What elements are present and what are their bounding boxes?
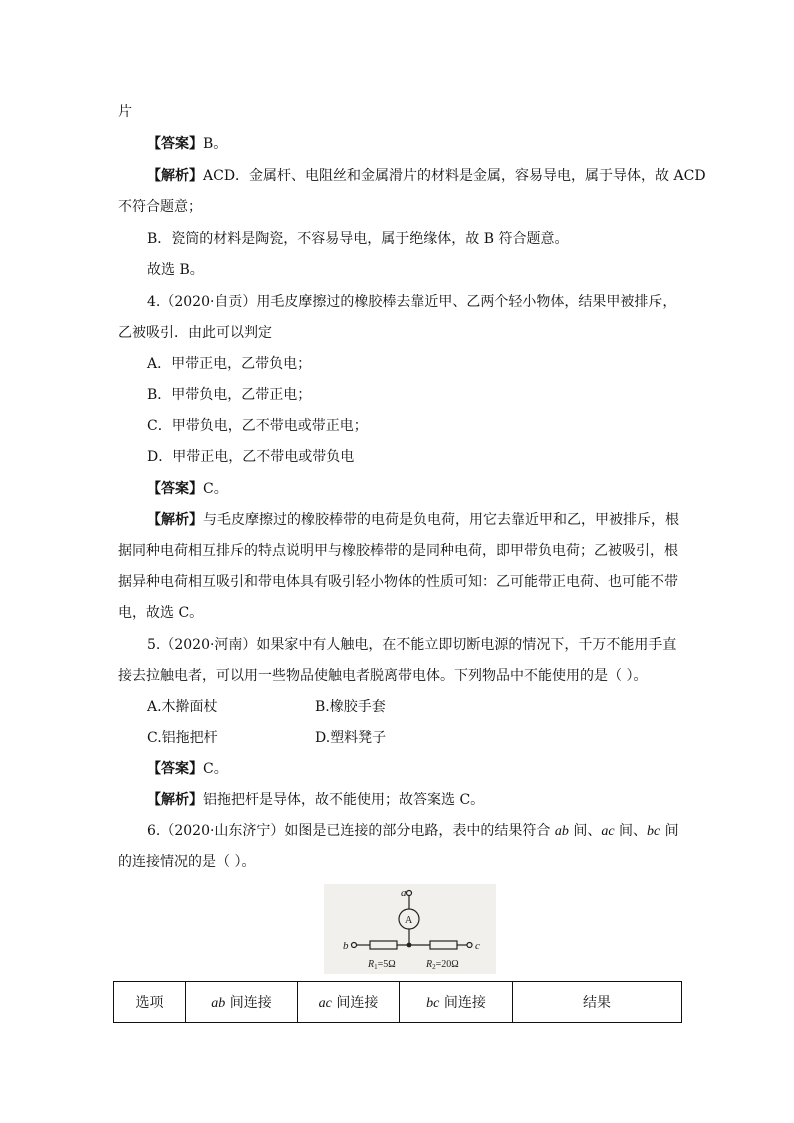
table-header-cell: ac 间连接: [298, 982, 400, 1023]
answer-value: C。: [203, 761, 228, 777]
answer-line: [147, 134, 227, 154]
label-b: b: [343, 940, 349, 952]
table-header-cell: 选项: [114, 982, 186, 1023]
q6-text: 6.（2020·山东济宁）如图是已连接的部分电路，表中的结果符合: [147, 823, 555, 839]
table-header-cell: bc 间连接: [400, 982, 513, 1023]
text-line: 乙被吸引．由此可以判定: [118, 325, 272, 341]
label-c: c: [475, 940, 480, 952]
text-line: 的连接情况的是（ ）。: [118, 854, 256, 870]
text-line: 不符合题意；: [118, 199, 202, 215]
r2-label: $R_2=20\Omega$: [426, 959, 459, 971]
q6-var-ab: ab: [554, 824, 569, 839]
option-d: D．甲带正电，乙不带电或带负电: [147, 449, 355, 465]
answer-tag: 【答案】: [147, 481, 203, 497]
resistor-r1: [370, 941, 397, 949]
text-line: 故选 B。: [147, 262, 204, 278]
circuit-diagram: [324, 884, 496, 974]
junction-dot: [407, 943, 412, 948]
table-header-row: [114, 982, 682, 1023]
resistor-r2: [430, 941, 457, 949]
option-c: C．甲带负电，乙不带电或带正电；: [147, 418, 368, 434]
q6-var-ac: ac: [601, 824, 615, 839]
option-a: A．甲带正电，乙带负电；: [147, 356, 312, 372]
option-a: A.木擀面杖: [147, 699, 218, 715]
analysis-text: 与毛皮摩擦过的橡胶棒带的电荷是负电荷，用它去靠近甲和乙，甲被排斥，根: [203, 512, 679, 528]
q6-text: 间、: [614, 823, 648, 839]
analysis-line: [147, 790, 484, 810]
question-4: 4.（2020·自贡）用毛皮摩擦过的橡胶棒去靠近甲、乙两个轻小物体，结果甲被排斥，: [147, 294, 677, 310]
analysis-tag: 【解析】: [147, 792, 203, 808]
options-table: [113, 981, 682, 1023]
text-line: 据同种电荷相互排斥的特点说明甲与橡胶棒带的是同种电荷，即甲带负电荷；乙被吸引，根: [118, 543, 678, 559]
option-c: C.铝拖把杆: [147, 730, 218, 746]
circuit-figure: [324, 884, 496, 974]
answer-line: [147, 759, 228, 779]
label-a: a: [401, 887, 407, 899]
text-line: 接去拉触电者，可以用一些物品使触电者脱离带电体。下列物品中不能使用的是（ ）。: [118, 668, 648, 684]
analysis-tag: 【解析】: [147, 512, 203, 528]
analysis-text: ACD．金属杆、电阻丝和金属滑片的材料是金属，容易导电，属于导体，故 ACD: [203, 168, 706, 184]
analysis-line: [147, 510, 679, 530]
q6-var-bc: bc: [647, 824, 661, 839]
answer-line: [147, 479, 228, 499]
text-line: 片: [118, 104, 132, 120]
question-5: 5.（2020·河南）如果家中有人触电，在不能立即切断电源的情况下，千万不能用手直: [147, 637, 677, 653]
text-line: B．瓷筒的材料是陶瓷，不容易导电，属于绝缘体，故 B 符合题意。: [147, 231, 569, 247]
table-header-cell: ab 间连接: [186, 982, 298, 1023]
q6-text: 间: [660, 823, 679, 839]
table-header-cell: 结果: [513, 982, 682, 1023]
option-b: B．甲带负电，乙带正电；: [147, 387, 312, 403]
answer-tag: 【答案】: [147, 136, 203, 152]
terminal-a: [407, 891, 412, 896]
answer-value: B。: [203, 136, 228, 152]
terminal-b: [352, 943, 357, 948]
question-6: [147, 821, 679, 842]
option-d: D.塑料凳子: [315, 730, 387, 746]
r1-label: $R_1=5\Omega$: [368, 959, 396, 971]
text-line: 电，故选 C。: [118, 605, 204, 621]
ammeter-label: A: [405, 915, 413, 926]
analysis-text: 铝拖把杆是导体，故不能使用；故答案选 C。: [203, 792, 485, 808]
answer-tag: 【答案】: [147, 761, 203, 777]
terminal-c: [467, 943, 472, 948]
answer-value: C。: [203, 481, 228, 497]
option-b: B.橡胶手套: [315, 699, 386, 715]
analysis-line: [147, 166, 706, 186]
text-line: 据异种电荷相互吸引和带电体具有吸引轻小物体的性质可知：乙可能带正电荷、也可能不带: [118, 574, 678, 590]
q6-text: 间、: [568, 823, 602, 839]
analysis-tag: 【解析】: [147, 168, 203, 184]
